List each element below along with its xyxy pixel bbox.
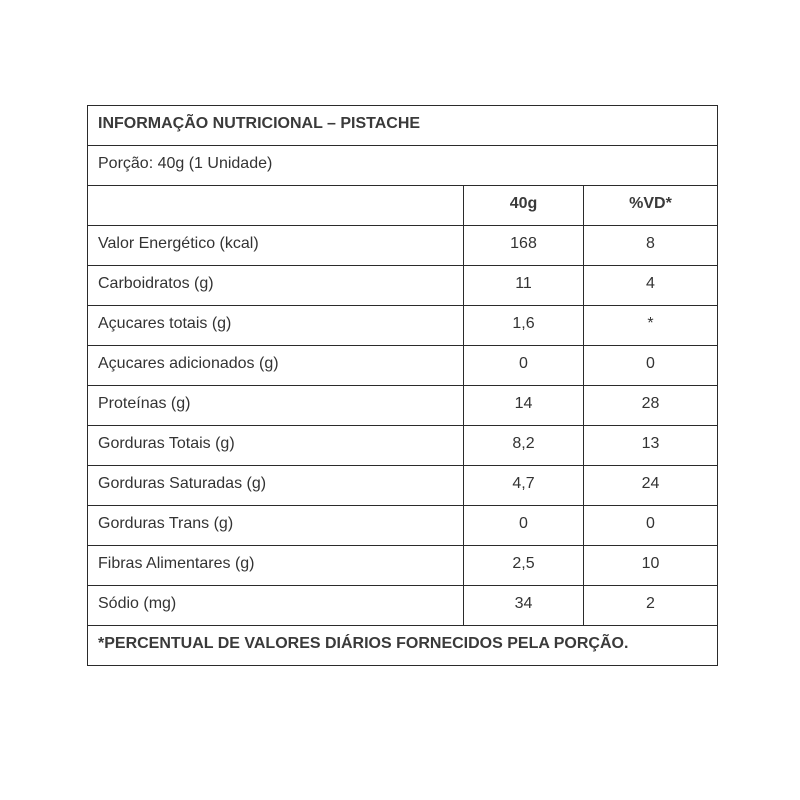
nutrient-name: Gorduras Saturadas (g) [88,466,464,506]
nutrient-name: Gorduras Totais (g) [88,426,464,466]
table-row [88,266,718,306]
nutrient-amount: 1,6 [464,306,584,346]
table-row [88,586,718,626]
portion-text: Porção: 40g (1 Unidade) [88,146,718,186]
nutrient-name: Açucares totais (g) [88,306,464,346]
nutrient-daily-value: 24 [584,466,718,506]
nutrition-facts-table [87,105,718,666]
nutrient-daily-value: 2 [584,586,718,626]
nutrient-amount: 168 [464,226,584,266]
table-row [88,506,718,546]
table-row [88,306,718,346]
nutrient-amount: 34 [464,586,584,626]
nutrient-amount: 14 [464,386,584,426]
table-row [88,386,718,426]
nutrient-daily-value: 0 [584,506,718,546]
nutrient-name: Açucares adicionados (g) [88,346,464,386]
nutrient-daily-value: 8 [584,226,718,266]
header-row [88,186,718,226]
nutrient-daily-value: 13 [584,426,718,466]
table-row [88,426,718,466]
nutrient-daily-value: 28 [584,386,718,426]
nutrient-daily-value: 4 [584,266,718,306]
nutrient-amount: 8,2 [464,426,584,466]
nutrient-name: Fibras Alimentares (g) [88,546,464,586]
footnote-text: *PERCENTUAL DE VALORES DIÁRIOS FORNECIDOS PELA PORÇÃO. [88,626,718,666]
footnote-row [88,626,718,666]
header-nutrient [88,186,464,226]
portion-row [88,146,718,186]
nutrient-amount: 0 [464,506,584,546]
title-row [88,106,718,146]
nutrient-name: Valor Energético (kcal) [88,226,464,266]
nutrient-name: Gorduras Trans (g) [88,506,464,546]
nutrient-name: Carboidratos (g) [88,266,464,306]
table-row [88,346,718,386]
nutrient-daily-value: 10 [584,546,718,586]
nutrient-daily-value: * [584,306,718,346]
nutrient-daily-value: 0 [584,346,718,386]
nutrient-amount: 4,7 [464,466,584,506]
nutrient-amount: 2,5 [464,546,584,586]
nutrient-name: Proteínas (g) [88,386,464,426]
header-daily-value: %VD* [584,186,718,226]
table-row [88,466,718,506]
nutrient-amount: 11 [464,266,584,306]
table-title: INFORMAÇÃO NUTRICIONAL – PISTACHE [88,106,718,146]
nutrition-table-body [88,106,718,666]
table-row [88,546,718,586]
header-amount: 40g [464,186,584,226]
nutrient-amount: 0 [464,346,584,386]
table-row [88,226,718,266]
nutrient-name: Sódio (mg) [88,586,464,626]
